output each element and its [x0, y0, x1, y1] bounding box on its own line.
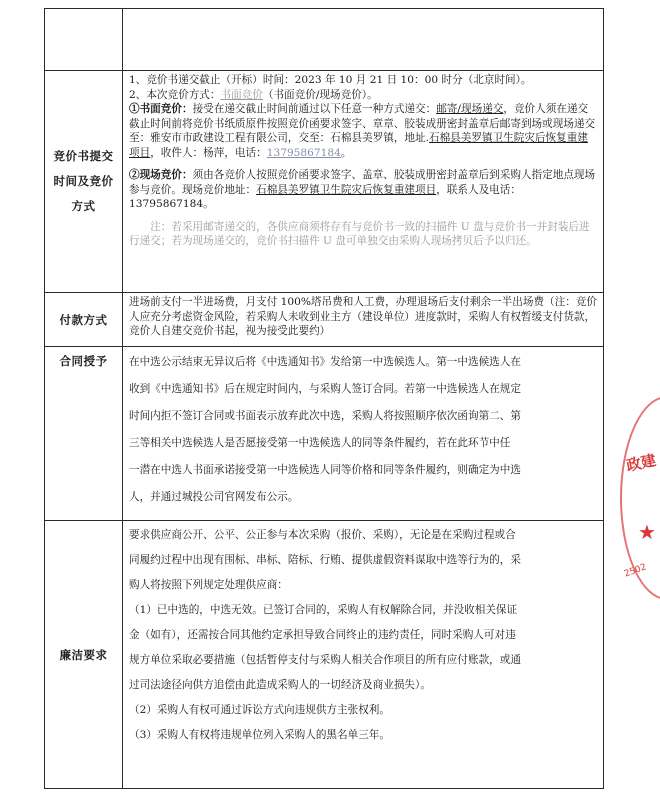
- integrity-label: 廉洁要求: [45, 521, 123, 789]
- integrity-line: （1）已中选的，中选无效。已签订合同的，采购人有权解除合同，并没收相关保证: [129, 604, 518, 616]
- spacer: [129, 160, 597, 168]
- empty-content-cell: [123, 9, 604, 71]
- onsite-bid-title: ②现场竞价：: [129, 169, 193, 181]
- contract-line: 时间内拒不签订合同或书面表示放弃此次中选，采购人将按照顺序依次函询第二、第: [129, 410, 521, 422]
- table-row-empty: [45, 9, 604, 71]
- empty-label-cell: [45, 9, 123, 71]
- seal-text: 政建: [624, 451, 658, 475]
- written-text-c: ，竞价人须在递交截止时间前将竞价书纸质原件按照竞价函要求签字、章章、胶装成册密封盖章后邮寄到场或现场递交至：雅安市市政建设工程有限公司，交至：石棉县美罗镇，地址.: [129, 103, 596, 144]
- contract-line: 在中选公示结束无异议后将《中选通知书》发给第一中选候选人。第一中选候选人在: [129, 356, 521, 368]
- label-line: 竞价书提交: [53, 149, 114, 163]
- integrity-line: 同履约过程中出现有围标、串标、陪标、行贿、提供虚假资料谋取中选等行为的，采: [129, 554, 521, 566]
- written-text-a: 接受在递交截止时间前通过以下任意一种方式递交：: [192, 103, 437, 115]
- contract-line: 人，并通过城投公司官网发布公示。: [129, 491, 299, 503]
- label-line: 方式: [71, 199, 96, 213]
- submission-content: [123, 71, 604, 293]
- deadline-text: 1、竞价书递交截止（开标）时间：2023 年 10 月 21 日 10：00 时分（北京时间）。: [129, 74, 532, 86]
- contract-line: 收到《中选通知书》后在规定时间内，与采购人签订合同。若第一中选候选人在规定: [129, 383, 521, 395]
- contract-line: 一潜在中选人书面承诺接受第一中选候选人同等价格和同等条件履约，则确定为中选: [129, 464, 521, 476]
- submission-label: [45, 71, 123, 293]
- method-prefix: 2、本次竞价方式：: [129, 88, 221, 101]
- seal-star-icon: ★: [638, 520, 656, 544]
- written-text-b: 邮寄/现场递交: [436, 103, 504, 115]
- integrity-line: （2）采购人有权可通过诉讼方式向违规供方主张权利。: [129, 704, 390, 716]
- table-row-submission: [45, 71, 604, 293]
- integrity-line: （3）采购人有权将违规单位列入采购人的黑名单三年。: [129, 729, 390, 741]
- onsite-text-a: 须由各竞价人按照竞价函要求签字、盖章、胶装成册密封盖章后到采购人指定地点现场参与竞价。现场竞价地址：: [129, 169, 596, 196]
- written-text-d: ，收件人：杨萍，电话：: [150, 146, 267, 159]
- integrity-line: 要求供应商公开、公平、公正参与本次采购（报价、采购），无论是在采购过程或合: [129, 529, 516, 541]
- table-row-integrity: [45, 521, 604, 789]
- contract-label: 合同授予: [45, 347, 123, 521]
- written-text-e: 。: [340, 146, 352, 159]
- procurement-terms-table: [44, 8, 604, 789]
- integrity-line: 规方单位采取必要措施（包括暂停支付与采购人相关合作项目的所有应付账款，或通: [129, 654, 521, 666]
- payment-text: 进场前支付一半进场费，月支付 100%塔吊费和人工费，办理退场后支付剩余一半出场费（注：竞价人应充分考虑资金风险，若采购人未收到业主方（建设单位）进度款时，采购人有权暂缓支付货款，竞价人自建交竞价书起，视为接受此要约）: [129, 296, 597, 337]
- written-bid-paragraph: [129, 102, 597, 160]
- onsite-text-b: ，联系人及电话：13795867184。: [129, 183, 521, 210]
- method-suffix: （书面竞价/现场竞价）。: [262, 88, 378, 101]
- integrity-line: 过司法途径向供方追偿由此造成采购人的一切经济及商业损失）。: [129, 679, 431, 691]
- seal-number: 2502: [622, 562, 648, 580]
- payment-content: [123, 293, 604, 347]
- payment-label: 付款方式: [45, 293, 123, 347]
- table-row-payment: [45, 293, 604, 347]
- integrity-line: 购人将按照下列规定处理供应商：: [129, 579, 288, 591]
- spacer: [129, 212, 597, 220]
- method-line: [129, 88, 597, 103]
- submission-note: 注：若采用邮寄递交的，各供应商须将存有与竞价书一致的扫描件 U 盘与竞价书一并封装后进行递交；若为现场递交的，竞价书扫描件 U 盘可单独交由采购人现场拷贝后予以归还。: [129, 220, 590, 247]
- contract-line: 三等相关中选候选人是否愿接受第一中选候选人的同等条件履约，若在此环节中任: [129, 437, 511, 449]
- written-address: 石棉县美罗镇卫生院灾后恢复重建项目: [129, 132, 588, 159]
- label-line: 时间及竞价: [53, 174, 114, 188]
- written-bid-title: ①书面竞价：: [129, 103, 193, 115]
- method-value: 书面竞价: [220, 88, 263, 101]
- contract-content: [123, 347, 604, 521]
- integrity-line: 金（如有），还需按合同其他约定承担导致合同终止的违约责任，同时采购人可对违: [129, 629, 516, 641]
- table-row-contract: [45, 347, 604, 521]
- integrity-content: [123, 521, 604, 789]
- onsite-bid-paragraph: [129, 168, 597, 212]
- contact-phone: 13795867184: [266, 146, 341, 159]
- onsite-address: 石棉县美罗镇卫生院灾后恢复重建项目: [256, 183, 437, 196]
